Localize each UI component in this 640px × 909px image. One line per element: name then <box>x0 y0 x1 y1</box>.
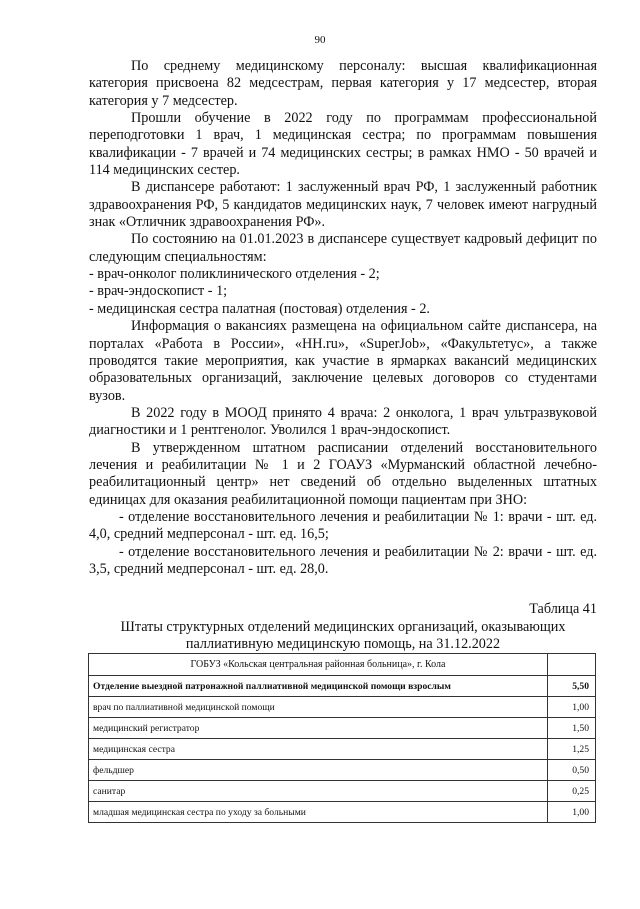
list-item: - отделение восстановительного лечения и реабилитации № 1: врачи - шт. ед. 4,0, средний медперсонал - шт. ед. 16,5; <box>89 508 597 543</box>
position-cell: врач по паллиативной медицинской помощи <box>89 697 548 718</box>
value-cell: 1,00 <box>548 802 596 823</box>
position-cell: санитар <box>89 781 548 802</box>
value-cell: 1,00 <box>548 697 596 718</box>
paragraph: Прошли обучение в 2022 году по программам профессиональной переподготовки 1 врач, 1 медицинская сестра; по программам повышения квалификации - 7 врачей и 74 медицинских сестры; в рамках НМО - 50 врачей и 114 медицинских сестер. <box>89 110 597 179</box>
table-row <box>89 781 596 802</box>
table-row <box>89 718 596 739</box>
value-cell: 1,50 <box>548 718 596 739</box>
position-cell: медицинская сестра <box>89 739 548 760</box>
value-cell: 1,25 <box>548 739 596 760</box>
list-item: - врач-онколог поликлинического отделения - 2; <box>89 266 380 283</box>
table-row <box>89 802 596 823</box>
organization-cell: ГОБУЗ «Кольская центральная районная больница», г. Кола <box>89 654 548 676</box>
department-cell: Отделение выездной патронажной паллиативной медицинской помощи взрослым <box>89 676 548 697</box>
table-row <box>89 760 596 781</box>
paragraph: В диспансере работают: 1 заслуженный врач РФ, 1 заслуженный работник здравоохранения РФ, 5 кандидатов медицинских наук, 7 человек имеют нагрудный знак «Отличник здравоохранения РФ». <box>89 179 597 231</box>
position-cell: фельдшер <box>89 760 548 781</box>
staff-table <box>88 653 596 823</box>
list-item: - медицинская сестра палатная (постовая) отделения - 2. <box>89 300 430 317</box>
table-row <box>89 739 596 760</box>
position-cell: младшая медицинская сестра по уходу за больными <box>89 802 548 823</box>
value-cell: 0,50 <box>548 760 596 781</box>
paragraph: Информация о вакансиях размещена на официальном сайте диспансера, на порталах «Работа в России», «HH.ru», «SuperJob», «Факультетус», а также проводятся такие мероприятия, как участие в ярмарках вакансий медицинских образовательных организаций, заключение целевых договоров со студентами вузов. <box>89 318 597 404</box>
position-cell: медицинский регистратор <box>89 718 548 739</box>
paragraph: В 2022 году в МООД принято 4 врача: 2 онколога, 1 врач ультразвуковой диагностики и 1 рентгенолог. Уволился 1 врач-эндоскопист. <box>89 404 597 439</box>
value-cell: 0,25 <box>548 781 596 802</box>
page-number: 90 <box>314 34 326 46</box>
table-number: Таблица 41 <box>529 601 597 617</box>
value-cell: 5,50 <box>548 676 596 697</box>
paragraph: По среднему медицинскому персоналу: высшая квалификационная категория присвоена 82 медсестрам, первая категория у 17 медсестер, вторая категория у 7 медсестер. <box>89 58 597 109</box>
paragraph: В утвержденном штатном расписании отделений восстановительного лечения и реабилитации № 1 и 2 ГОАУЗ «Мурманский областной лечебно-реабилитационный центр» нет сведений об отдельно выделенных штатных единицах для оказания реабилитационной помощи пациентам при ЗНО: <box>89 439 597 508</box>
value-cell <box>548 654 596 676</box>
table-row <box>89 676 596 697</box>
table-row <box>89 697 596 718</box>
list-item: - отделение восстановительного лечения и реабилитации № 2: врачи - шт. ед. 3,5, средний медперсонал - шт. ед. 28,0. <box>89 543 597 577</box>
table-title: Штаты структурных отделений медицинских организаций, оказывающих паллиативную медицинскую помощь, на 31.12.2022 <box>120 619 566 653</box>
body-text <box>89 58 597 578</box>
table-row <box>89 654 596 676</box>
list-item: - врач-эндоскопист - 1; <box>89 283 228 300</box>
paragraph: По состоянию на 01.01.2023 в диспансере существует кадровый дефицит по следующим специальностям: <box>89 231 597 265</box>
